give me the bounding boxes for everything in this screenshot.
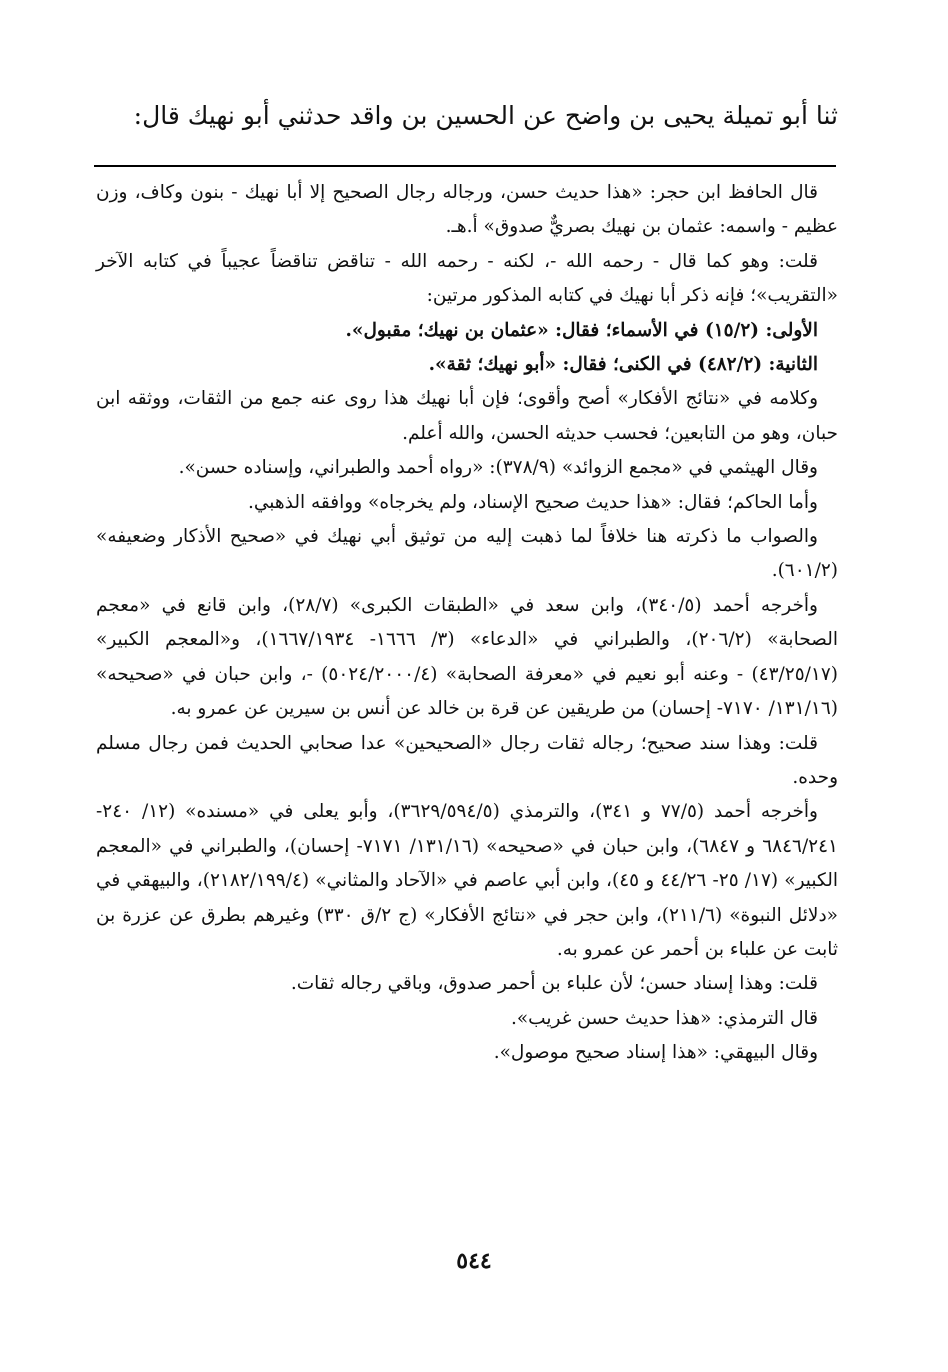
footnote-paragraph: وأخرجه أحمد (٣٤٠/٥)، وابن سعد في «الطبقات الكبرى» (٢٨/٧)، وابن قانع في «معجم الصحابة» (٢٠٦/٢)، والطبراني في «الدعاء» (٣/ ١٦٦٦- ١٦٦٧/١٩٣٤)، و«المعجم الكبير» (٤٣/٢٥/١٧) - وعنه أبو نعيم في «معرفة الصحابة» (٥٠٢٤/٢٠٠٠/٤) -، وابن حبان في «صحيحه» (١٣١/١٦/ ٧١٧٠- إحسان) من طريقين عن قرة بن خالد عن أنس بن سيرين عن عمرو به. [96, 594, 838, 720]
footnote-paragraph: الأولى: (١٥/٢) في الأسماء؛ فقال: «عثمان بن نهيك؛ مقبول». [345, 319, 818, 341]
footnote-paragraph: قال الحافظ ابن حجر: «هذا حديث حسن، ورجاله رجال الصحيح إلا أبا نهيك - بنون وكاف، وزن عظيم - واسمه: عثمان بن نهيك بصريٌّ صدوق» أ.هـ. [96, 182, 838, 238]
footnote-divider [94, 165, 836, 167]
footnote-paragraph: الثانية: (٤٨٢/٢) في الكنى؛ فقال: «أبو نهيك؛ ثقة». [428, 354, 818, 376]
page-number: ٥٤٤ [456, 1248, 492, 1274]
footnote-paragraph: وأخرجه أحمد (٧٧/٥ و ٣٤١)، والترمذي (٣٦٢٩/٥٩٤/٥)، وأبو يعلى في «مسنده» (١٢/ ٢٤٠- ٦٨٤٦/٢٤١ و ٦٨٤٧)، وابن حبان في «صحيحه» (١٣١/١٦/ ٧١٧١- إحسان)، والطبراني في «المعجم الكبير» (١٧/ ٢٥- ٤٤/٢٦ و ٤٥)، وابن أبي عاصم في «الآحاد والمثاني» (٢١٨٢/١٩٩/٤)، والبيهقي في «دلائل النبوة» (٢١١/٦)، وابن حجر في «نتائج الأفكار» (ج ٢/ق ٣٣٠) وغيرهم بطرق عن عزرة بن ثابت عن علباء بن أحمر عن عمرو به. [96, 801, 839, 960]
hadith-chain-line: ثنا أبو تميلة يحيى بن واضح عن الحسين بن واقد حدثني أبو نهيك قال: [133, 101, 838, 130]
footnote-paragraph: قلت: وهو كما قال - رحمه الله -، لكنه - رحمه الله - تناقض تناقضاً عجيباً في كتابه الآخر «التقريب»؛ فإنه ذكر أبا نهيك في كتابه المذكور مرتين: [96, 250, 838, 307]
footnote-paragraph: والصواب ما ذكرته هنا خلافاً لما ذهبت إليه من توثيق أبي نهيك في «صحيح الأذكار وضعيفه» (٦٠١/٢). [96, 526, 838, 582]
footnote-paragraph: قال الترمذي: «هذا حديث حسن غريب». [510, 1007, 818, 1029]
footnote-paragraph: وأما الحاكم؛ فقال: «هذا حديث صحيح الإسناد، ولم يخرجاه» ووافقه الذهبي. [248, 491, 818, 513]
footnote-paragraph: وكلامه في «نتائج الأفكار» أصح وأقوى؛ فإن أبا نهيك هذا روى عنه جمع من الثقات، ووثقه ابن حبان، وهو من التابعين؛ فحسب حديثه الحسن، والله أعلم. [96, 388, 838, 444]
footnote-paragraph: قلت: وهذا إسناد حسن؛ لأن علباء بن أحمر صدوق، وباقي رجاله ثقات. [290, 973, 818, 995]
footnotes [96, 176, 838, 1071]
footnote-paragraph: قلت: وهذا سند صحيح؛ رجاله ثقات رجال «الصحيحين» عدا صحابي الحديث فمن رجال مسلم وحده. [96, 732, 838, 788]
footnote-paragraph: وقال البيهقي: «هذا إسناد صحيح موصول». [493, 1042, 818, 1064]
footnote-paragraph: وقال الهيثمي في «مجمع الزوائد» (٣٧٨/٩): «رواه أحمد والطبراني، وإسناده حسن». [178, 457, 818, 479]
